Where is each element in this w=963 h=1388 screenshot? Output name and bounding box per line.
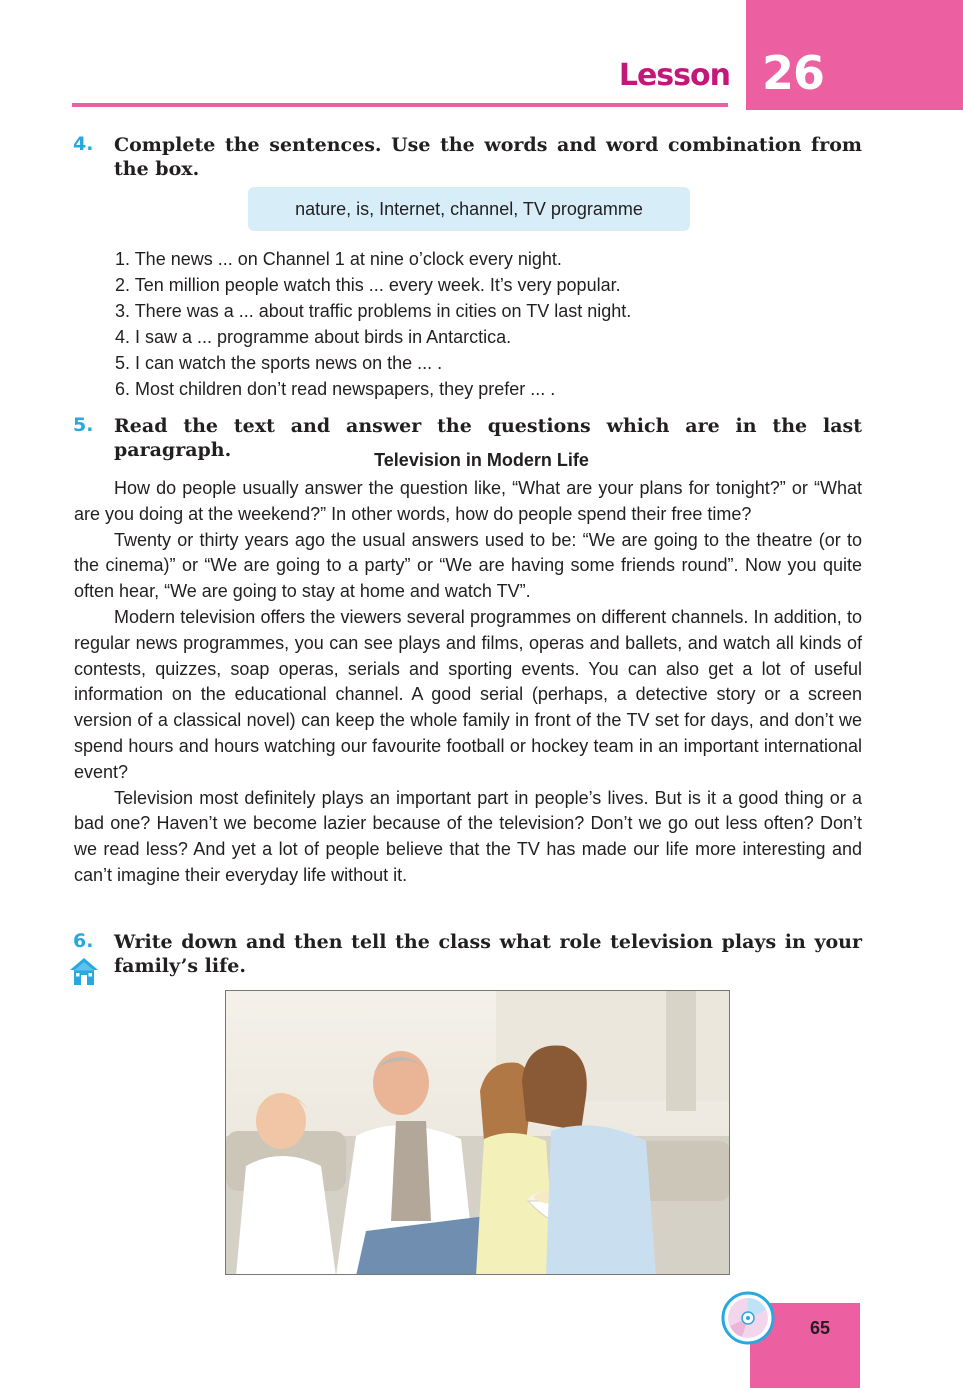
paragraph: Modern television offers the viewers several programmes on different channels. In addition, to regular news programmes, you can see plays and films, operas and ballets, and watch all kinds of contests, quizzes, soap operas, serials and sporting events. You can also get a lot of useful information on the educational channel. A good serial (perhaps, a detective story or a screen version of a classical novel) can keep the whole family in front of the TV set for days, and don’t we spend hours and hours watching our favourite football or hockey team in an important international event? <box>74 606 862 782</box>
lesson-number: 26 <box>762 46 825 100</box>
sentence-item: 6. Most children don’t read newspapers, they prefer ... . <box>115 379 556 399</box>
sentence-item: 2. Ten million people watch this ... every week. It’s very popular. <box>115 275 621 295</box>
cd-icon <box>720 1290 776 1346</box>
sentence-item: 1. The news ... on Channel 1 at nine o’clock every night. <box>115 249 562 269</box>
exercise-5-instruction: Read the text and answer the questions which are in the last paragraph. <box>114 415 862 461</box>
exercise-6-number: 6. <box>73 930 94 952</box>
header-divider <box>72 103 728 107</box>
sentence-list <box>115 246 631 402</box>
lesson-label: Lesson <box>618 58 730 93</box>
paragraph: How do people usually answer the question like, “What are your plans for tonight?” or “What are you doing at the weekend?” In other words, how do people spend their free time? <box>74 478 862 524</box>
paragraph: Twenty or thirty years ago the usual answers used to be: “We are going to the theatre (or to the cinema)” or “We are going to a party” or “We are having some friends round”. Now you quite often hear, “We are going to stay at home and watch TV”. <box>74 529 862 602</box>
word-box: nature, is, Internet, channel, TV programme <box>248 187 690 231</box>
text-title: Television in Modern Life <box>374 450 589 470</box>
page-number: 65 <box>809 1318 831 1338</box>
exercise-5-number: 5. <box>73 414 94 436</box>
exercise-4-instruction: Complete the sentences. Use the words and word combination from the box. <box>114 134 862 180</box>
exercise-6-instruction: Write down and then tell the class what role television plays in your family’s life. <box>114 931 862 977</box>
exercise-4-number: 4. <box>73 133 94 155</box>
family-photo <box>225 990 730 1275</box>
family-photo-illustration <box>226 991 730 1275</box>
paragraph: Television most definitely plays an important part in people’s lives. But is it a good thing or a bad one? Haven’t we become lazier because of the television? Don’t we go out less often? Don’t we read less? And yet a lot of people believe that the TV has made our life more interesting and can’t imagine their everyday life without it. <box>74 787 862 885</box>
sentence-item: 4. I saw a ... programme about birds in Antarctica. <box>115 327 512 347</box>
reading-text <box>74 476 862 889</box>
sentence-item: 5. I can watch the sports news on the ... . <box>115 353 443 373</box>
home-icon <box>68 955 100 987</box>
sentence-item: 3. There was a ... about traffic problems in cities on TV last night. <box>115 301 632 321</box>
